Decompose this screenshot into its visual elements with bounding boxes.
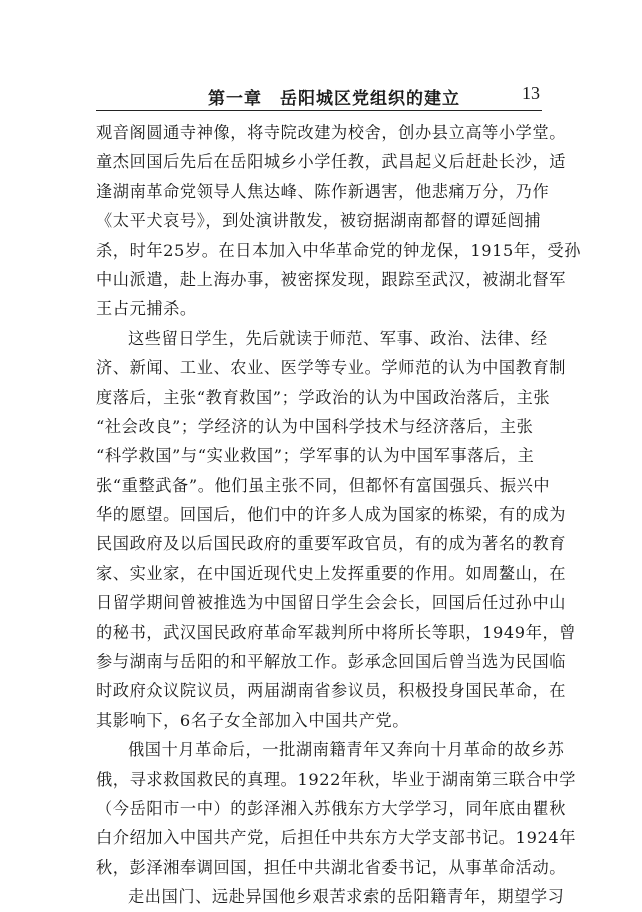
text-line: 俄国十月革命后，一批湖南籍青年又奔向十月革命的故乡苏 <box>128 740 565 760</box>
text-line: 华的愿望。回国后，他们中的许多人成为国家的栋梁，有的成为 <box>96 505 567 525</box>
text-line: 杀，时年25岁。在日本加入中华革命党的钟龙保，1915年，受孙 <box>96 240 582 260</box>
text-line: “科学救国”与“实业救国”；学军事的认为中国军事落后，主 <box>96 446 535 466</box>
text-line: 王占元捕杀。 <box>96 299 197 319</box>
text-line: 民国政府及以后国民政府的重要军政官员，有的成为著名的教育 <box>96 534 567 554</box>
text-line: 俄，寻求救国救民的真理。1922年秋，毕业于湖南第三联合中学 <box>96 769 577 789</box>
text-line: 张“重整武备”。他们虽主张不同，但都怀有富国强兵、振兴中 <box>96 475 551 495</box>
text-line: 秋，彭泽湘奉调回国，担任中共湖北省委书记，从事革命活动。 <box>96 857 567 877</box>
text-line: 走出国门、远赴异国他乡艰苦求索的岳阳籍青年，期望学习 <box>128 887 565 907</box>
text-line: “社会改良”；学经济的认为中国科学技术与经济落后，主张 <box>96 416 534 436</box>
text-line: 中山派遣，赴上海办事，被密探发现，跟踪至武汉，被湖北督军 <box>96 269 567 289</box>
chapter-title: 第一章 岳阳城区党组织的建立 <box>208 89 460 109</box>
text-line: （今岳阳市一中）的彭泽湘入苏俄东方大学学习，同年底由瞿秋 <box>96 798 567 818</box>
running-header <box>96 84 542 112</box>
text-line: 白介绍加入中国共产党，后担任中共东方大学支部书记。1924年 <box>96 828 577 848</box>
text-line: 观音阁圆通寺神像，将寺院改建为校舍，创办县立高等小学堂。 <box>96 123 567 142</box>
text-line: 这些留日学生，先后就读于师范、军事、政治、法律、经 <box>128 328 548 348</box>
text-line: 时政府众议院议员，两届湖南省参议员，积极投身国民革命，在 <box>96 681 567 701</box>
text-line: 济、新闻、工业、农业、医学等专业。学师范的认为中国教育制 <box>96 358 567 378</box>
body-text <box>96 118 582 912</box>
text-line: 度落后，主张“教育救国”；学政治的认为中国政治落后，主张 <box>96 387 551 407</box>
header-rule <box>96 110 542 111</box>
text-line: 日留学期间曾被推选为中国留日学生会会长，回国后任过孙中山 <box>96 593 567 613</box>
text-line: 参与湖南与岳阳的和平解放工作。彭承念回国后曾当选为民国临 <box>96 652 567 672</box>
text-line: 童杰回国后先后在岳阳城乡小学任教，武昌起义后赶赴长沙，适 <box>96 152 567 172</box>
text-line: 家、实业家，在中国近现代史上发挥重要的作用。如周鳌山，在 <box>96 563 567 583</box>
text-line: 逢湖南革命党领导人焦达峰、陈作新遇害，他悲痛万分，乃作 <box>96 181 550 201</box>
text-line: 《太平犬哀号》，到处演讲散发，被窃据湖南都督的谭延闿捕 <box>96 211 542 231</box>
text-line: 其影响下，6名子女全部加入中国共产党。 <box>96 710 410 730</box>
text-line: 的秘书，武汉国民政府革命军裁判所中将所长等职，1949年，曾 <box>96 622 577 642</box>
page-number: 13 <box>522 83 540 103</box>
